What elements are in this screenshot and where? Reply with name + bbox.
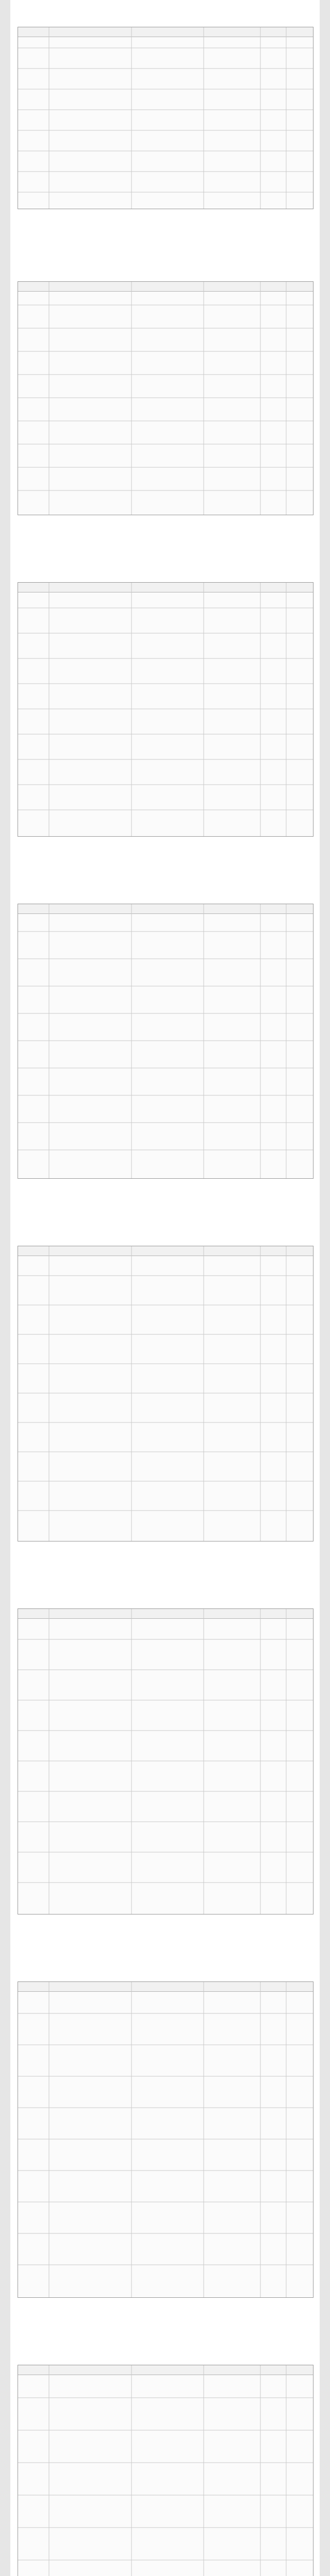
table-block-3 [18, 565, 312, 853]
table-block-6 [18, 1591, 312, 1931]
table-7-header [18, 1982, 313, 1992]
table-block-4 [18, 886, 312, 1195]
table-6 [18, 1608, 314, 1914]
table-6-grid [18, 1609, 313, 1914]
table-7-grid [18, 1982, 313, 2297]
table-5 [18, 1246, 314, 1541]
table-2-header [18, 282, 313, 292]
table-block-5 [18, 1228, 312, 1558]
table-block-1 [18, 9, 312, 226]
table-1-grid [18, 27, 313, 209]
table-4 [18, 904, 314, 1179]
table-2 [18, 281, 314, 515]
table-1 [18, 27, 314, 209]
table-8 [18, 2365, 314, 2576]
table-5-header [18, 1246, 313, 1256]
table-block-2 [18, 264, 312, 532]
table-block-7 [18, 1964, 312, 2314]
document-sheet [10, 0, 320, 2576]
table-2-grid [18, 282, 313, 515]
table-4-grid [18, 904, 313, 1178]
table-5-grid [18, 1246, 313, 1541]
table-8-header [18, 2365, 313, 2375]
table-3-header [18, 583, 313, 592]
table-8-grid [18, 2365, 313, 2576]
table-block-8 [18, 2347, 312, 2576]
table-7 [18, 1981, 314, 2298]
table-3-grid [18, 583, 313, 836]
table-1-header [18, 27, 313, 37]
table-6-header [18, 1609, 313, 1619]
table-3 [18, 582, 314, 837]
table-4-header [18, 904, 313, 914]
